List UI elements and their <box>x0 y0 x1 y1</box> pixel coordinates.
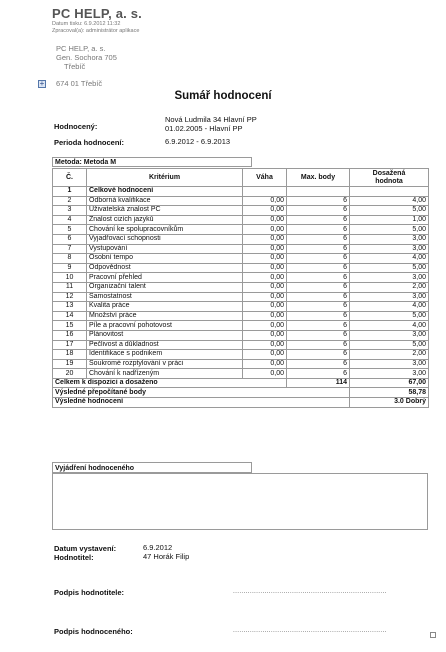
cell-achieved: 1,00 <box>350 215 429 225</box>
group-row: 1 Celkové hodnocení <box>53 187 429 197</box>
table-row <box>53 330 429 340</box>
cell-max: 6 <box>287 350 350 360</box>
table-row <box>53 359 429 369</box>
issue-date-label: Datum vystavení: <box>54 544 117 553</box>
table-header-row <box>53 169 429 187</box>
cell-weight: 0,00 <box>243 215 287 225</box>
cell-num: 14 <box>53 311 87 321</box>
cell-weight: 0,00 <box>243 369 287 379</box>
cell-weight: 0,00 <box>243 273 287 283</box>
period-label: Perioda hodnocení: <box>54 138 125 147</box>
cell-achieved: 2,00 <box>350 350 429 360</box>
table-row <box>53 196 429 206</box>
cell-weight: 0,00 <box>243 196 287 206</box>
print-date: Datum tisku: 6.9.2012 11:32 <box>52 21 121 27</box>
cell-achieved: 5,00 <box>350 340 429 350</box>
cell-num: 12 <box>53 292 87 302</box>
table-row <box>53 254 429 264</box>
cell-num: 8 <box>53 254 87 264</box>
cell-criterion: Píle a pracovní pohotovost <box>87 321 243 331</box>
table-row <box>53 263 429 273</box>
cell-max: 6 <box>287 206 350 216</box>
cell-weight: 0,00 <box>243 225 287 235</box>
cell-max: 6 <box>287 225 350 235</box>
cell-achieved: 4,00 <box>350 321 429 331</box>
cell-max: 6 <box>287 234 350 244</box>
result-row: Výsledné hodnocení 3.0 Dobrý <box>53 398 429 408</box>
address-line-2: Gen. Sochora 705 <box>56 53 117 62</box>
cell-achieved: 3,00 <box>350 292 429 302</box>
table-row <box>53 225 429 235</box>
cell-weight: 0,00 <box>243 292 287 302</box>
evaluator-signature-label: Podpis hodnotitele: <box>54 588 124 597</box>
cell-num: 15 <box>53 321 87 331</box>
cell-weight: 0,00 <box>243 330 287 340</box>
cell-criterion: Znalost cizích jazyků <box>87 215 243 225</box>
table-row <box>53 369 429 379</box>
cell-num: 5 <box>53 225 87 235</box>
cell-max: 6 <box>287 369 350 379</box>
cell-max: 6 <box>287 311 350 321</box>
table-row <box>53 350 429 360</box>
table-row <box>53 311 429 321</box>
table-row <box>53 282 429 292</box>
cell-num: 16 <box>53 330 87 340</box>
cell-criterion: Plánovitost <box>87 330 243 340</box>
cell-criterion: Samostatnost <box>87 292 243 302</box>
statement-label: Vyjádření hodnoceného <box>52 462 252 473</box>
cell-criterion: Uživatelská znalost PC <box>87 206 243 216</box>
method-label: Metoda: Metoda M <box>52 157 252 167</box>
cell-max: 6 <box>287 292 350 302</box>
cell-weight: 0,00 <box>243 263 287 273</box>
cell-achieved: 3,00 <box>350 273 429 283</box>
cell-weight: 0,00 <box>243 340 287 350</box>
table-row <box>53 215 429 225</box>
cell-criterion: Vystupování <box>87 244 243 254</box>
cell-weight: 0,00 <box>243 234 287 244</box>
cell-achieved: 3,00 <box>350 234 429 244</box>
cell-max: 6 <box>287 321 350 331</box>
cell-criterion: Osobní tempo <box>87 254 243 264</box>
cell-num: 18 <box>53 350 87 360</box>
prepared-by: Zpracoval(a): administrátor aplikace <box>52 28 140 34</box>
address-line-4: 674 01 Třebíč <box>56 79 103 88</box>
cell-achieved: 3,00 <box>350 330 429 340</box>
cell-weight: 0,00 <box>243 282 287 292</box>
evaluated-name: Nová Ludmila 34 Hlavní PP <box>165 115 257 124</box>
cell-criterion: Chování k nadřízeným <box>87 369 243 379</box>
table-row <box>53 206 429 216</box>
cell-weight: 0,00 <box>243 302 287 312</box>
cell-num: 7 <box>53 244 87 254</box>
cell-achieved: 5,00 <box>350 311 429 321</box>
cell-num: 13 <box>53 302 87 312</box>
cell-criterion: Odpovědnost <box>87 263 243 273</box>
table-row <box>53 244 429 254</box>
cell-num: 2 <box>53 196 87 206</box>
evaluator-signature-line: ......................................................................... <box>233 588 387 595</box>
cell-max: 6 <box>287 330 350 340</box>
cell-weight: 0,00 <box>243 244 287 254</box>
cell-criterion: Soukromé rozptylování v práci <box>87 359 243 369</box>
statement-box[interactable] <box>52 473 428 530</box>
company-name: PC HELP, a. s. <box>52 6 142 21</box>
report-title: Sumář hodnocení <box>174 90 272 102</box>
cell-num: 3 <box>53 206 87 216</box>
issue-date-value: 6.9.2012 <box>143 543 173 552</box>
cell-max: 6 <box>287 273 350 283</box>
col-weight-header: Váha <box>243 169 287 187</box>
cell-criterion: Pracovní přehled <box>87 273 243 283</box>
cell-max: 6 <box>287 282 350 292</box>
cell-criterion: Odborná kvalifikace <box>87 196 243 206</box>
cell-achieved: 3,00 <box>350 244 429 254</box>
period-value: 6.9.2012 - 6.9.2013 <box>165 137 231 146</box>
cell-num: 4 <box>53 215 87 225</box>
evaluated-signature-label: Podpis hodnoceného: <box>54 627 133 636</box>
cell-weight: 0,00 <box>243 321 287 331</box>
cell-weight: 0,00 <box>243 206 287 216</box>
cell-num: 20 <box>53 369 87 379</box>
evaluated-signature-line: ......................................................................... <box>233 627 387 634</box>
cell-max: 6 <box>287 340 350 350</box>
address-line-1: PC HELP, a. s. <box>56 44 106 53</box>
col-max-header: Max. body <box>287 169 350 187</box>
cell-criterion: Vyjadřovací schopnosti <box>87 234 243 244</box>
cell-criterion: Identifikace s podnikem <box>87 350 243 360</box>
cell-criterion: Kvalita práce <box>87 302 243 312</box>
cell-num: 17 <box>53 340 87 350</box>
expand-icon[interactable]: + <box>39 79 45 88</box>
cell-num: 19 <box>53 359 87 369</box>
cell-achieved: 4,00 <box>350 302 429 312</box>
cell-max: 6 <box>287 196 350 206</box>
col-criterion-header: Kritérium <box>87 169 243 187</box>
cell-achieved: 5,00 <box>350 263 429 273</box>
cell-achieved: 3,00 <box>350 359 429 369</box>
cell-achieved: 3,00 <box>350 369 429 379</box>
evaluator-label: Hodnotitel: <box>54 553 94 562</box>
cell-max: 6 <box>287 215 350 225</box>
col-num-header: Č. <box>53 169 87 187</box>
cell-criterion: Organizační talent <box>87 282 243 292</box>
cell-max: 6 <box>287 302 350 312</box>
evaluated-label: Hodnocený: <box>54 122 98 131</box>
cell-num: 10 <box>53 273 87 283</box>
cell-achieved: 2,00 <box>350 282 429 292</box>
resize-handle-icon[interactable] <box>430 632 436 638</box>
table-row <box>53 234 429 244</box>
table-row <box>53 321 429 331</box>
cell-num: 11 <box>53 282 87 292</box>
cell-max: 6 <box>287 254 350 264</box>
cell-achieved: 5,00 <box>350 225 429 235</box>
total-row: Celkem k dispozici a dosaženo 114 67,00 <box>53 378 429 388</box>
cell-weight: 0,00 <box>243 254 287 264</box>
table-row <box>53 302 429 312</box>
cell-criterion: Pečlivost a důkladnost <box>87 340 243 350</box>
criteria-table <box>52 168 429 408</box>
cell-num: 9 <box>53 263 87 273</box>
cell-achieved: 4,00 <box>350 196 429 206</box>
cell-criterion: Chování ke spolupracovníkům <box>87 225 243 235</box>
cell-criterion: Množství práce <box>87 311 243 321</box>
cell-weight: 0,00 <box>243 350 287 360</box>
cell-max: 6 <box>287 263 350 273</box>
table-row <box>53 292 429 302</box>
cell-num: 6 <box>53 234 87 244</box>
cell-max: 6 <box>287 359 350 369</box>
recalc-row: Výsledné přepočítané body 58,78 <box>53 388 429 398</box>
cell-achieved: 5,00 <box>350 206 429 216</box>
cell-weight: 0,00 <box>243 359 287 369</box>
cell-weight: 0,00 <box>243 311 287 321</box>
table-row <box>53 273 429 283</box>
table-row <box>53 340 429 350</box>
cell-achieved: 4,00 <box>350 254 429 264</box>
cell-max: 6 <box>287 244 350 254</box>
evaluator-value: 47 Horák Filip <box>143 552 190 561</box>
col-achieved-header: Dosažená hodnota <box>350 169 429 187</box>
evaluated-position: 01.02.2005 - Hlavní PP <box>165 124 243 133</box>
address-line-3: Třebíč <box>64 62 86 71</box>
